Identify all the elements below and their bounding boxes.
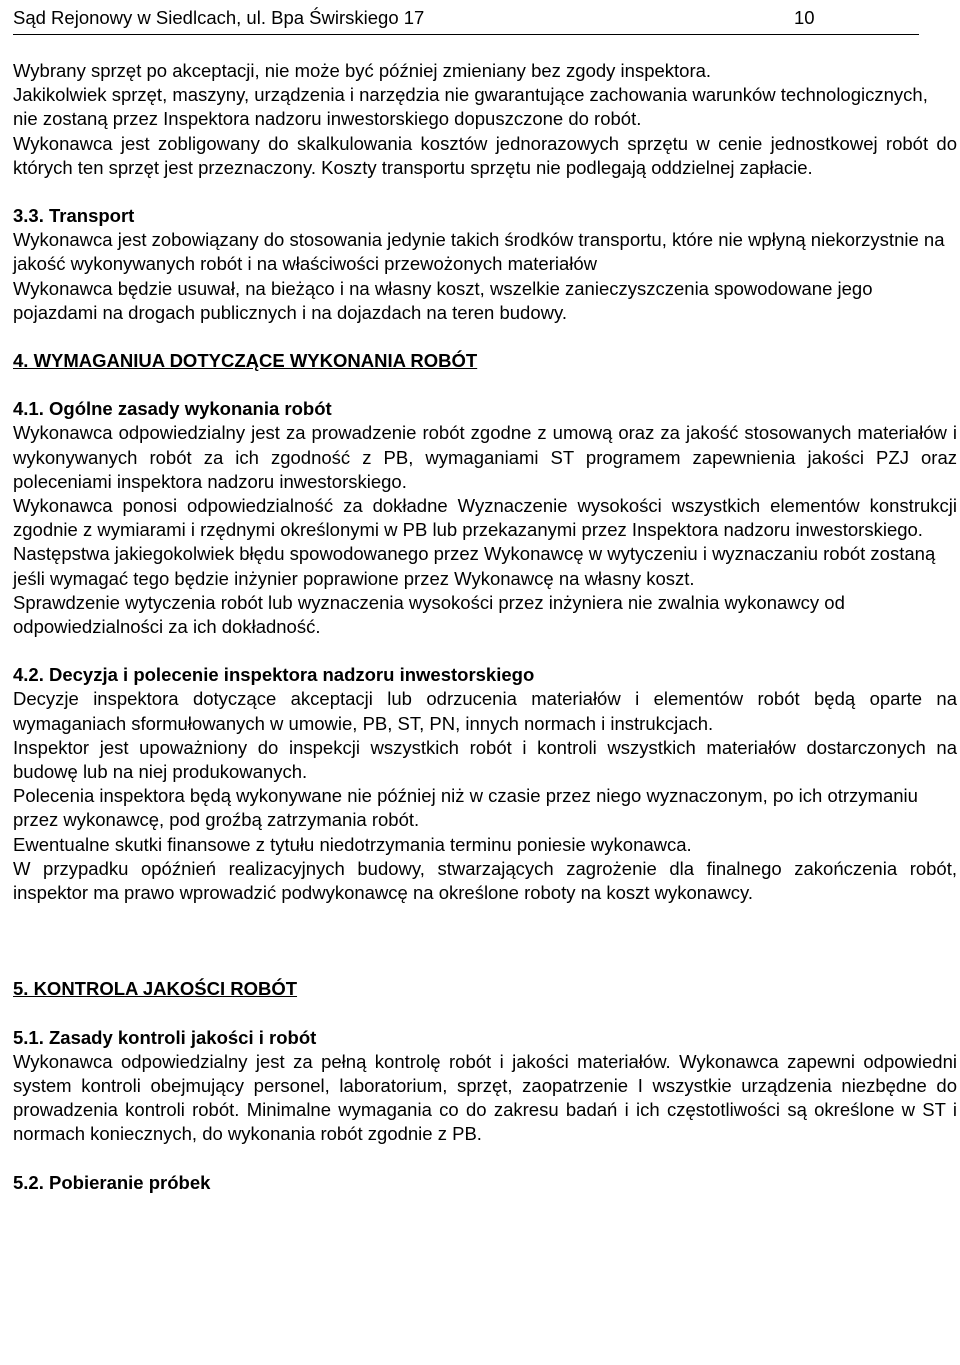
paragraph-financial-consequences: Ewentualne skutki finansowe z tytułu niedotrzymania terminu poniesie wykonawca. <box>13 833 692 855</box>
paragraph-inspector-orders: Polecenia inspektora będą wykonywane nie później niż w czasie przez niego wyznaczonym, po ich otrzymaniu przez wykonawcę, pod groźbą zatrzymania robót. <box>13 785 918 831</box>
paragraph-height-setting: Wykonawca ponosi odpowiedzialność za dokładne Wyznaczenie wysokości wszystkich elementów konstrukcji zgodnie z wymiarami i rzędnymi określonymi w PB lub przekazanymi przez Inspektora nadzoru inwestorskiego. <box>13 495 957 541</box>
paragraph-inspector-decisions: Decyzje inspektora dotyczące akceptacji lub odrzucenia materiałów i elementów robót będą oparte na wymaganiach sformułowanych w umowie, PB, ST, PN, innych normach i instrukcjach. <box>13 688 957 734</box>
paragraph-verification: Sprawdzenie wytyczenia robót lub wyznaczenia wysokości przez inżyniera nie zwalnia wykonawcy od odpowiedzialności za ich dokładność. <box>13 591 845 638</box>
paragraph-quality-control: Wykonawca odpowiedzialny jest za pełną kontrolę robót i jakości materiałów. Wykonawca zapewni odpowiedni system kontroli obejmujący personel, laboratorium, sprzęt, zaopatrzenie I wszystkie urządzenia niezbędne do prowadzenia kontroli robót. Minimalne wymagania co do zakresu badań i ich częstotliwości są określone w ST i normach koniecznych, do wykonania robót zgodnie z PB. <box>13 1050 957 1145</box>
section-heading-5-1: 5.1. Zasady kontroli jakości i robót <box>13 1026 317 1048</box>
section-heading-4-1: 4.1. Ogólne zasady wykonania robót <box>13 398 332 420</box>
page-header <box>13 4 919 35</box>
page-number: 10 <box>794 7 815 28</box>
paragraph-equipment-restrictions: Jakikolwiek sprzęt, maszyny, urządzenia i narzędzia nie gwarantujące zachowania warunków technologicznych, nie zostaną przez Inspektora nadzoru inwestorskiego dopuszczone do robót. <box>13 84 928 130</box>
paragraph-contractor-responsibility: Wykonawca odpowiedzialny jest za prowadzenie robót zgodne z umową oraz za jakość stosowanych materiałów i wykonywanych robót za ich zgodność z PB, wymaganiami ST programem zapewnienia jakości PZJ oraz poleceniami inspektora nadzoru inwestorskiego. <box>13 422 957 492</box>
section-heading-4-2: 4.2. Decyzja i polecenie inspektora nadzoru inwestorskiego <box>13 664 535 686</box>
chapter-heading-5: 5. KONTROLA JAKOŚCI ROBÓT <box>13 978 298 1000</box>
paragraph-transport-cleaning: Wykonawca będzie usuwał, na bieżąco i na własny koszt, wszelkie zanieczyszczenia spowodowane jego pojazdami na drogach publicznych i na dojazdach na teren budowy. <box>13 277 873 323</box>
section-heading-3-3: 3.3. Transport <box>13 205 135 227</box>
section-heading-5-2: 5.2. Pobieranie próbek <box>13 1171 211 1193</box>
document-body <box>13 59 957 1195</box>
paragraph-inspector-authority: Inspektor jest upoważniony do inspekcji wszystkich robót i kontroli wszystkich materiałów dostarczonych na budowę lub na niej produkowanych. <box>13 736 957 783</box>
paragraph-equipment-costs: Wykonawca jest zobligowany do skalkulowania kosztów jednorazowych sprzętu w cenie jednostkowej robót do których ten sprzęt jest przeznaczony. Koszty transportu sprzętu nie podlegają oddzielnej zapłacie. <box>13 132 957 178</box>
paragraph-transport-means: Wykonawca jest zobowiązany do stosowania jedynie takich środków transportu, które nie wpłyną niekorzystnie na jakość wykonywanych robót i na właściwości przewożonych materiałów <box>13 229 945 275</box>
paragraph-error-consequences: Następstwa jakiegokolwiek błędu spowodowanego przez Wykonawcę w wytyczeniu i wyznaczaniu robót zostaną jeśli wymagać tego będzie inżynier poprawione przez Wykonawcę na własny koszt. <box>13 543 936 589</box>
paragraph-equipment-acceptance: Wybrany sprzęt po akceptacji, nie może być później zmieniany bez zgody inspektora. <box>13 60 712 81</box>
paragraph-delays: W przypadku opóźnień realizacyjnych budowy, stwarzających zagrożenie dla finalnego zakończenia robót, inspektor ma prawo wprowadzić podwykonawcę na określone roboty na koszt wykonawcy. <box>13 857 957 904</box>
header-court-address: Sąd Rejonowy w Siedlcach, ul. Bpa Świrskiego 17 <box>13 7 425 28</box>
chapter-heading-4: 4. WYMAGANIUA DOTYCZĄCE WYKONANIA ROBÓT <box>13 350 478 372</box>
